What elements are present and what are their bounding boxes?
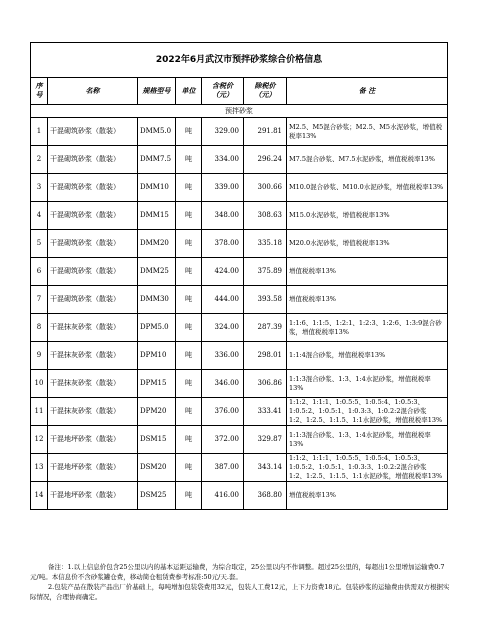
row-notax-price: 300.66	[244, 174, 287, 202]
row-notax-price: 298.01	[244, 342, 287, 370]
table-body	[31, 118, 448, 510]
row-remark: M2.5、M5混合砂浆；M2.5、M5水泥砂浆，增值税税率13%	[287, 118, 448, 146]
row-notax-price: 368.80	[244, 482, 287, 510]
row-tax-price: 387.00	[202, 454, 244, 482]
table-row	[31, 426, 448, 454]
table-row	[31, 482, 448, 510]
row-tax-price: 416.00	[202, 482, 244, 510]
row-number: 2	[31, 146, 48, 174]
row-spec: DMM20	[138, 230, 176, 258]
footnote-1: 备注：1.以上信息价包含25公里以内的基本运距运输费，为综合取定，25公里以内不作调整。超过25公里的，每超出1公里增加运输费0.7元/吨。本信息价不含砂浆罐仓费，移动简仓租赁费参考标准:50元/天.套。	[30, 563, 445, 581]
row-notax-price: 333.41	[244, 398, 287, 426]
row-spec: DMM5.0	[138, 118, 176, 146]
row-spec: DSM15	[138, 426, 176, 454]
row-name: 干混抹灰砂浆（散装）	[48, 314, 138, 342]
row-name: 干混砌筑砂浆（散装）	[48, 174, 138, 202]
row-number: 13	[31, 454, 48, 482]
row-spec: DMM15	[138, 202, 176, 230]
row-spec: DPM15	[138, 370, 176, 398]
row-tax-price: 376.00	[202, 398, 244, 426]
header-tax-price: 含税价（元）	[202, 78, 244, 105]
row-name: 干混砌筑砂浆（散装）	[48, 230, 138, 258]
header-unit: 单位	[176, 78, 202, 105]
price-table	[30, 42, 448, 510]
row-spec: DPM5.0	[138, 314, 176, 342]
row-remark: 1:1:3混合砂浆、1:3、1:4水泥砂浆，增值税税率13%	[287, 426, 448, 454]
table-row	[31, 314, 448, 342]
row-remark: 1:1:2、1:1:1、1:0.5:5、1:0.5:4、1:0.5:3、1:0.5:2、1:0.5:1、1:0.3:3、1:0.2:2混合砂浆 1:2、1:2.5、1:1.5、1:1水泥砂浆，增值税税率13%	[287, 454, 448, 482]
row-remark: 1:1:4混合砂浆，增值税税率13%	[287, 342, 448, 370]
row-spec: DPM20	[138, 398, 176, 426]
row-unit: 吨	[176, 118, 202, 146]
row-number: 12	[31, 426, 48, 454]
category-row	[31, 105, 448, 118]
category-label: 预拌砂浆	[31, 105, 448, 118]
row-number: 6	[31, 258, 48, 286]
row-number: 11	[31, 398, 48, 426]
row-unit: 吨	[176, 482, 202, 510]
row-unit: 吨	[176, 286, 202, 314]
row-tax-price: 324.00	[202, 314, 244, 342]
row-unit: 吨	[176, 454, 202, 482]
table-row	[31, 398, 448, 426]
row-unit: 吨	[176, 398, 202, 426]
row-number: 3	[31, 174, 48, 202]
row-spec: DMM25	[138, 258, 176, 286]
header-name: 名称	[48, 78, 138, 105]
row-notax-price: 291.81	[244, 118, 287, 146]
row-spec: DSM25	[138, 482, 176, 510]
row-spec: DSM20	[138, 454, 176, 482]
sheet-title: 2022年6月武汉市预拌砂浆综合价格信息	[31, 43, 448, 78]
row-remark: M15.0水泥砂浆，增值税税率13%	[287, 202, 448, 230]
row-notax-price: 335.18	[244, 230, 287, 258]
row-tax-price: 372.00	[202, 426, 244, 454]
row-remark: 增值税税率13%	[287, 482, 448, 510]
header-no: 序号	[31, 78, 48, 105]
row-notax-price: 375.89	[244, 258, 287, 286]
row-name: 干混地坪砂浆（散装）	[48, 454, 138, 482]
header-notax-price: 除税价（元）	[244, 78, 287, 105]
row-remark: 1:1:6、1:1:5、1:2:1、1:2:3、1:2:6、1:3:9混合砂浆，增值税税率13%	[287, 314, 448, 342]
row-unit: 吨	[176, 202, 202, 230]
row-unit: 吨	[176, 258, 202, 286]
row-notax-price: 329.87	[244, 426, 287, 454]
header-spec: 规格型号	[138, 78, 176, 105]
price-sheet	[30, 42, 447, 510]
row-name: 干混抹灰砂浆（散装）	[48, 398, 138, 426]
row-remark: 1:1:3混合砂浆、1:3、1:4水泥砂浆，增值税税率13%	[287, 370, 448, 398]
row-unit: 吨	[176, 230, 202, 258]
row-unit: 吨	[176, 174, 202, 202]
row-notax-price: 296.24	[244, 146, 287, 174]
row-number: 7	[31, 286, 48, 314]
row-tax-price: 329.00	[202, 118, 244, 146]
row-spec: DMM30	[138, 286, 176, 314]
row-tax-price: 444.00	[202, 286, 244, 314]
row-unit: 吨	[176, 342, 202, 370]
row-notax-price: 393.58	[244, 286, 287, 314]
row-notax-price: 306.86	[244, 370, 287, 398]
table-row	[31, 174, 448, 202]
row-notax-price: 343.14	[244, 454, 287, 482]
row-name: 干混抹灰砂浆（散装）	[48, 370, 138, 398]
row-tax-price: 339.00	[202, 174, 244, 202]
row-spec: DMM7.5	[138, 146, 176, 174]
header-row	[31, 78, 448, 105]
row-remark: M10.0混合砂浆、M10.0水泥砂浆，增值税税率13%	[287, 174, 448, 202]
row-notax-price: 287.39	[244, 314, 287, 342]
row-number: 1	[31, 118, 48, 146]
row-name: 干混砌筑砂浆（散装）	[48, 202, 138, 230]
row-name: 干混砌筑砂浆（散装）	[48, 118, 138, 146]
row-number: 8	[31, 314, 48, 342]
row-tax-price: 378.00	[202, 230, 244, 258]
row-remark: 增值税税率13%	[287, 286, 448, 314]
table-row	[31, 454, 448, 482]
row-unit: 吨	[176, 146, 202, 174]
row-notax-price: 308.63	[244, 202, 287, 230]
footnote-2: 2.包装产品在散装产品出厂价基础上，每吨增加包装袋费用32元，包装人工费12元，上下力资费18元。包装砂浆的运输费由供需双方根据实际情况，合理协商确定。	[30, 583, 450, 601]
row-tax-price: 334.00	[202, 146, 244, 174]
row-tax-price: 348.00	[202, 202, 244, 230]
header-remark: 备 注	[287, 78, 448, 105]
row-unit: 吨	[176, 314, 202, 342]
table-row	[31, 230, 448, 258]
row-name: 干混砌筑砂浆（散装）	[48, 286, 138, 314]
row-spec: DPM10	[138, 342, 176, 370]
row-remark: M20.0水泥砂浆，增值税税率13%	[287, 230, 448, 258]
table-row	[31, 258, 448, 286]
row-tax-price: 346.00	[202, 370, 244, 398]
table-row	[31, 118, 448, 146]
row-number: 4	[31, 202, 48, 230]
row-tax-price: 336.00	[202, 342, 244, 370]
row-name: 干混抹灰砂浆（散装）	[48, 342, 138, 370]
row-name: 干混地坪砂浆（散装）	[48, 482, 138, 510]
row-name: 干混砌筑砂浆（散装）	[48, 146, 138, 174]
table-row	[31, 286, 448, 314]
row-number: 5	[31, 230, 48, 258]
row-number: 10	[31, 370, 48, 398]
row-tax-price: 424.00	[202, 258, 244, 286]
row-unit: 吨	[176, 370, 202, 398]
row-number: 9	[31, 342, 48, 370]
table-row	[31, 342, 448, 370]
row-name: 干混砌筑砂浆（散装）	[48, 258, 138, 286]
table-row	[31, 146, 448, 174]
footnotes	[30, 562, 450, 602]
table-row	[31, 370, 448, 398]
row-unit: 吨	[176, 426, 202, 454]
row-number: 14	[31, 482, 48, 510]
row-spec: DMM10	[138, 174, 176, 202]
row-name: 干混地坪砂浆（散装）	[48, 426, 138, 454]
row-remark: 1:1:2、1:1:1、1:0.5:5、1:0.5:4、1:0.5:3、1:0.5:2、1:0.5:1、1:0.3:3、1:0.2:2混合砂浆 1:2、1:2.5、1:1.5、1:1水泥砂浆，增值税税率13%	[287, 398, 448, 426]
table-row	[31, 202, 448, 230]
row-remark: 增值税税率13%	[287, 258, 448, 286]
row-remark: M7.5混合砂浆、M7.5水泥砂浆，增值税税率13%	[287, 146, 448, 174]
